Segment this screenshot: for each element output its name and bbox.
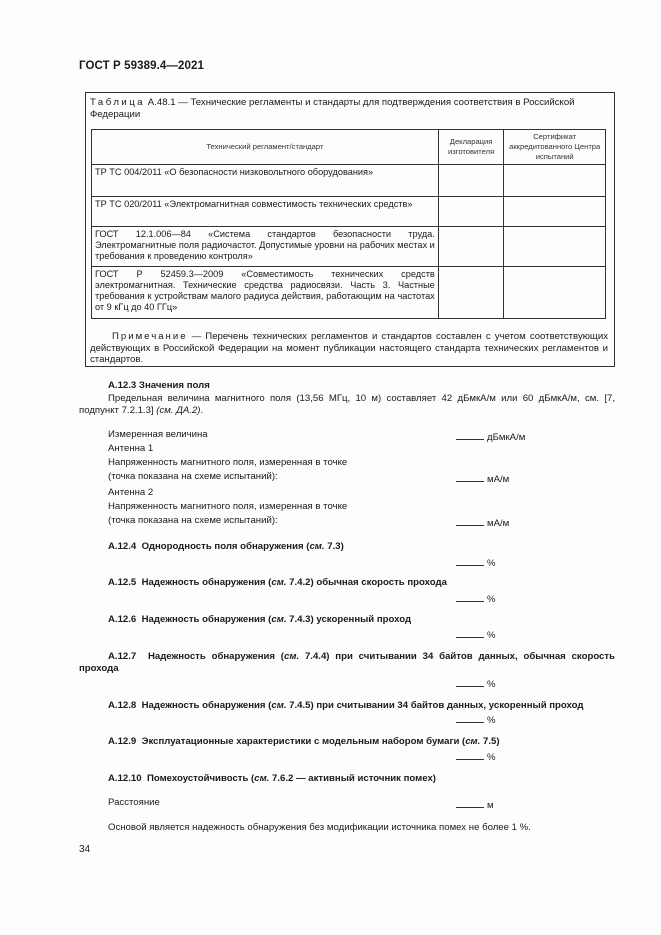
page-number: 34 bbox=[79, 844, 91, 855]
table-note bbox=[90, 331, 608, 366]
section-post: 7.4.3) ускоренный проход bbox=[286, 614, 412, 625]
section-post: 7.4.2) обычная скорость прохода bbox=[286, 577, 447, 588]
section-num: А.12.6 bbox=[108, 614, 137, 625]
column-header-certificate: Сертификат аккредитованного Центра испытаний bbox=[504, 130, 606, 165]
measured-value-field[interactable] bbox=[456, 430, 525, 444]
note-text: — Перечень технических регламентов и стандартов составлен с учетом соответствующих действующих в Российской Федерации на момент публикации настоящего стандарта технических регламентов и стандартов. bbox=[90, 331, 608, 365]
section-post: 7.5) bbox=[480, 736, 500, 747]
strength-2-line1: Напряженность магнитного поля, измеренная в точке bbox=[108, 501, 348, 512]
strength-1-field[interactable] bbox=[456, 472, 509, 486]
a12-9-field[interactable] bbox=[456, 750, 496, 764]
section-pre: Надежность обнаружения ( bbox=[141, 700, 272, 711]
regulation-cell: ТР ТС 020/2011 «Электромагнитная совместимость технических средств» bbox=[92, 197, 439, 227]
certificate-cell bbox=[504, 165, 606, 197]
section-post: 7.4.5) при считывании 34 байтов данных, ускоренный проход bbox=[286, 700, 584, 711]
table-row bbox=[92, 165, 606, 197]
regulation-cell: ГОСТ Р 52459.3—2009 «Совместимость технических средств электромагнитная. Технические средства радиосвязи. Часть 3. Частные требования к устройствам малого радиуса действия, работающим на частотах от 9 кГц до 40 ГГц» bbox=[92, 267, 439, 319]
declaration-cell bbox=[438, 197, 504, 227]
section-post: 7.4.4) при считывании 34 байтов данных, обычная скорость прохода bbox=[79, 651, 615, 674]
unit-label: м bbox=[487, 800, 494, 811]
blank-line bbox=[456, 677, 484, 687]
section-heading-a12-6 bbox=[79, 614, 615, 626]
certificate-cell bbox=[504, 267, 606, 319]
section-pre: Эксплуатационные характеристики с модельным набором бумаги ( bbox=[141, 736, 466, 747]
a12-4-field[interactable] bbox=[456, 556, 496, 570]
regulations-table bbox=[91, 129, 606, 319]
field-limit-paragraph bbox=[79, 393, 615, 417]
section-pre: Помехоустойчивость ( bbox=[146, 773, 255, 784]
declaration-cell bbox=[438, 227, 504, 267]
unit-label: мА/м bbox=[487, 474, 510, 485]
section-ital: см. bbox=[254, 773, 270, 784]
table-caption-text: А.48.1 — Технические регламенты и стандарты для подтверждения соответствия в Российской Федерации bbox=[90, 97, 575, 120]
table-caption-label: Таблица bbox=[90, 97, 146, 108]
a12-7-field[interactable] bbox=[456, 677, 496, 691]
table-row bbox=[92, 267, 606, 319]
strength-2-line2: (точка показана на схеме испытаний): bbox=[108, 515, 278, 526]
section-num: А.12.9 bbox=[108, 736, 137, 747]
column-header-declaration: Декларация изготовителя bbox=[438, 130, 504, 165]
antenna-2-label: Антенна 2 bbox=[108, 487, 154, 498]
section-heading-a12-7 bbox=[79, 651, 615, 675]
unit-label: % bbox=[487, 752, 496, 763]
section-pre: Надежность обнаружения ( bbox=[147, 651, 285, 662]
document-header: ГОСТ Р 59389.4—2021 bbox=[79, 60, 204, 72]
section-ital: см. bbox=[271, 614, 287, 625]
certificate-cell bbox=[504, 227, 606, 267]
unit-label: % bbox=[487, 715, 496, 726]
blank-line bbox=[456, 592, 484, 602]
unit-label: % bbox=[487, 679, 496, 690]
section-pre: Однородность поля обнаружения ( bbox=[141, 541, 310, 552]
field-limit-text: Предельная величина магнитного поля (13,56 МГц, 10 м) составляет 42 дБмкА/м или 60 дБмкА/м, см. [7, подпункт 7.2.1.3] bbox=[79, 393, 615, 416]
field-limit-end: . bbox=[200, 405, 204, 416]
unit-label: % bbox=[487, 594, 496, 605]
table-row bbox=[92, 197, 606, 227]
regulation-cell: ГОСТ 12.1.006—84 «Система стандартов безопасности труда. Электромагнитные поля радиочастот. Допустимые уровни на рабочих местах и требования к проведению контроля» bbox=[92, 227, 439, 267]
section-heading-a12-10 bbox=[79, 773, 615, 785]
unit-label: % bbox=[487, 630, 496, 641]
basis-text: Основой является надежность обнаружения без модификации источника помех не более 1 %. bbox=[108, 822, 531, 833]
section-heading-a12-9 bbox=[79, 736, 615, 748]
note-label: Примечание bbox=[112, 331, 188, 342]
section-num: А.12.8 bbox=[108, 700, 137, 711]
section-heading-a12-8 bbox=[79, 700, 615, 712]
strength-1-line1: Напряженность магнитного поля, измеренная в точке bbox=[108, 457, 348, 468]
blank-line bbox=[456, 516, 484, 526]
section-ital: см. bbox=[309, 541, 325, 552]
declaration-cell bbox=[438, 165, 504, 197]
a12-5-field[interactable] bbox=[456, 592, 496, 606]
blank-line bbox=[456, 750, 484, 760]
section-ital: см. bbox=[271, 577, 287, 588]
table-row bbox=[92, 227, 606, 267]
regulation-cell: ТР ТС 004/2011 «О безопасности низковольтного оборудования» bbox=[92, 165, 439, 197]
table-caption bbox=[90, 97, 610, 121]
unit-label: % bbox=[487, 558, 496, 569]
section-num: А.12.4 bbox=[108, 541, 137, 552]
distance-field[interactable] bbox=[456, 798, 494, 812]
section-num: А.12.10 bbox=[108, 773, 142, 784]
strength-2-field[interactable] bbox=[456, 516, 509, 530]
blank-line bbox=[456, 556, 484, 566]
section-ital: см. bbox=[271, 700, 287, 711]
blank-line bbox=[456, 430, 484, 440]
distance-label: Расстояние bbox=[108, 797, 160, 808]
section-num: А.12.7 bbox=[108, 651, 137, 662]
blank-line bbox=[456, 713, 484, 723]
unit-label: дБмкА/м bbox=[487, 432, 526, 443]
antenna-1-label: Антенна 1 bbox=[108, 443, 154, 454]
section-heading-a12-5 bbox=[79, 577, 615, 589]
section-ital: см. bbox=[284, 651, 300, 662]
section-pre: Надежность обнаружения ( bbox=[141, 577, 272, 588]
strength-1-line2: (точка показана на схеме испытаний): bbox=[108, 471, 278, 482]
regulations-table-block bbox=[85, 92, 615, 367]
declaration-cell bbox=[438, 267, 504, 319]
column-header-regulation: Технический регламент/стандарт bbox=[92, 130, 439, 165]
blank-line bbox=[456, 628, 484, 638]
unit-label: мА/м bbox=[487, 518, 510, 529]
blank-line bbox=[456, 798, 484, 808]
section-pre: Надежность обнаружения ( bbox=[141, 614, 272, 625]
section-num: А.12.5 bbox=[108, 577, 137, 588]
section-heading-a12-4 bbox=[79, 541, 615, 553]
table-header-row bbox=[92, 130, 606, 165]
a12-8-field[interactable] bbox=[456, 713, 496, 727]
section-heading-a12-3: А.12.3 Значения поля bbox=[108, 380, 210, 391]
field-limit-ref: (см. ДА.2) bbox=[153, 405, 201, 416]
section-ital: см. bbox=[465, 736, 481, 747]
measured-value-label: Измеренная величина bbox=[108, 429, 208, 440]
certificate-cell bbox=[504, 197, 606, 227]
section-post: 7.3) bbox=[324, 541, 344, 552]
section-post: 7.6.2 — активный источник помех) bbox=[269, 773, 436, 784]
a12-6-field[interactable] bbox=[456, 628, 496, 642]
blank-line bbox=[456, 472, 484, 482]
